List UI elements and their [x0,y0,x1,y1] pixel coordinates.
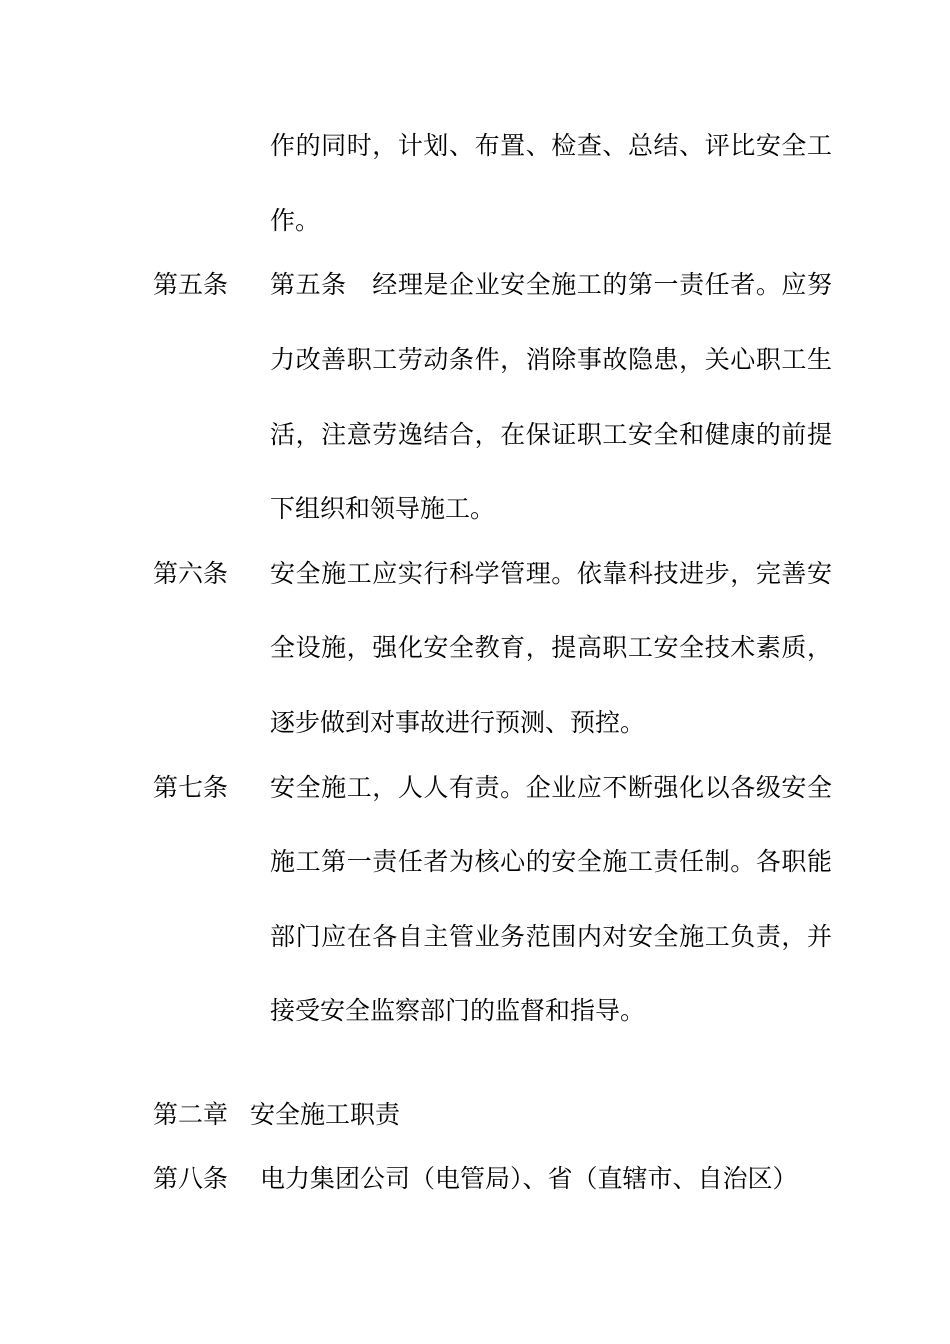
chapter-label: 第二章 [153,1100,229,1129]
continuation-line-1: 作的同时，计划、布置、检查、总结、评比安全工 [270,131,832,160]
article-7-line-2: 施工第一责任者为核心的安全施工责任制。各职能 [270,847,832,876]
article-6-line-1: 安全施工应实行科学管理。依靠科技进步，完善安 [270,559,832,588]
article-5-line-1: 第五条 经理是企业安全施工的第一责任者。应努 [270,270,832,299]
article-5-line-4: 下组织和领导施工。 [270,494,496,523]
article-6-label: 第六条 [153,559,229,588]
chapter-title: 安全施工职责 [250,1100,401,1129]
article-7-label: 第七条 [153,773,229,802]
article-8-label: 第八条 [153,1164,229,1193]
article-5-label: 第五条 [153,270,229,299]
article-6-line-3: 逐步做到对事故进行预测、预控。 [270,708,646,737]
article-5-line-3: 活，注意劳逸结合，在保证职工安全和健康的前提 [270,420,832,449]
article-5-line-2: 力改善职工劳动条件，消除事故隐患，关心职工生 [270,345,832,374]
chapter-heading [153,1100,400,1130]
article-8-line-1: 电力集团公司（电管局）、省（直辖市、自治区） [260,1164,798,1193]
article-6-line-2: 全设施，强化安全教育，提高职工安全技术素质， [270,633,832,662]
article-7-line-3: 部门应在各自主管业务范围内对安全施工负责，并 [270,922,832,951]
article-7-line-4: 接受安全监察部门的监督和指导。 [270,996,646,1025]
article-7-line-1: 安全施工，人人有责。企业应不断强化以各级安全 [270,773,832,802]
continuation-line-2: 作。 [270,206,321,235]
